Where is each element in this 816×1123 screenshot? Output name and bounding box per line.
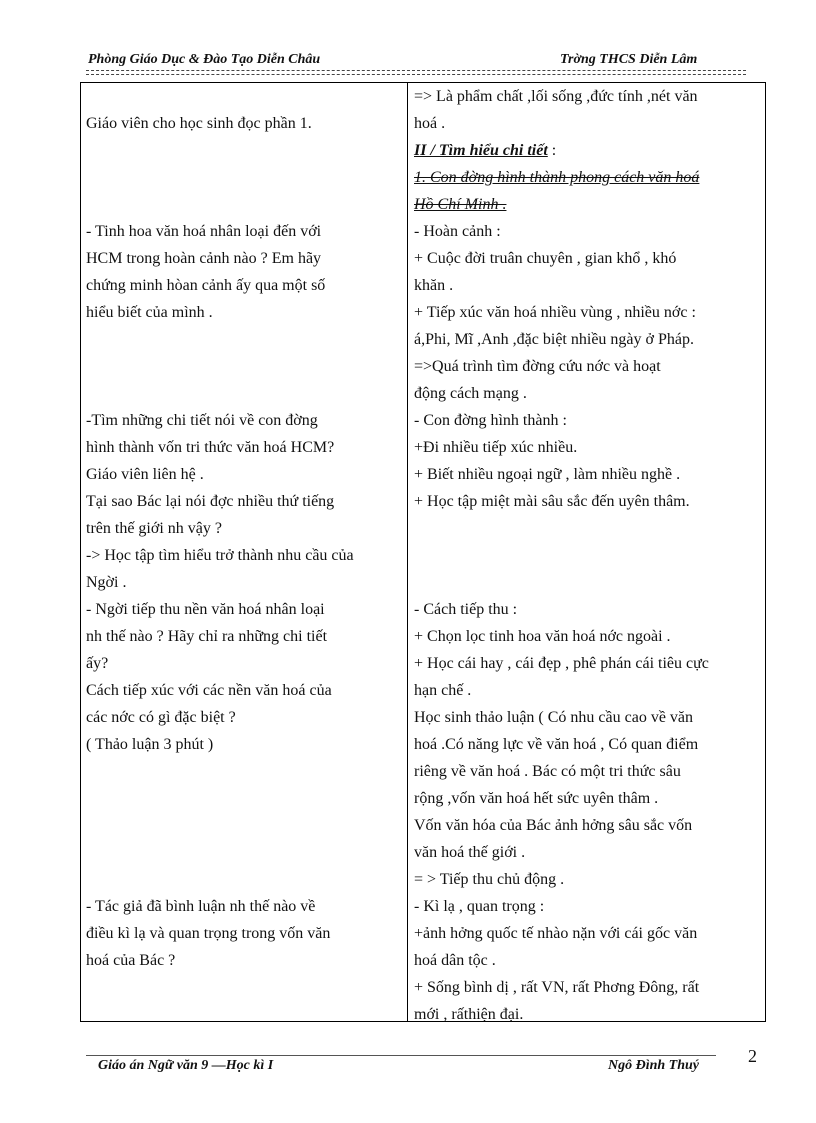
table-line: + Chọn lọc tinh hoa văn hoá nớc ngoài . xyxy=(414,628,671,645)
table-line: + Cuộc đời truân chuyên , gian khổ , khó xyxy=(414,250,677,267)
footer-divider xyxy=(86,1055,716,1056)
subheading-line: 1. Con đờng hình thành phong cách văn hoá xyxy=(414,169,700,186)
table-line: khăn . xyxy=(414,277,454,294)
header-school-name: Trờng THCS Diễn Lâm xyxy=(560,52,698,67)
header-school-office: Phòng Giáo Dục & Đào Tạo Diễn Châu xyxy=(88,52,321,67)
table-line: Tại sao Bác lại nói đợc nhiều thứ tiếng xyxy=(86,493,335,510)
table-line: hiểu biết của mình . xyxy=(86,304,213,321)
table-line: + Tiếp xúc văn hoá nhiều vùng , nhiều nớc : xyxy=(414,304,696,321)
table-line: +Đi nhiều tiếp xúc nhiều. xyxy=(414,439,578,456)
table-line: Giáo viên liên hệ . xyxy=(86,466,204,483)
table-line: ( Thảo luận 3 phút ) xyxy=(86,736,214,753)
table-line: hoá của Bác ? xyxy=(86,952,176,969)
table-line: các nớc có gì đặc biệt ? xyxy=(86,709,236,726)
table-line: + Biết nhiều ngoại ngữ , làm nhiều nghề . xyxy=(414,466,681,483)
table-line: -> Học tập tìm hiểu trở thành nhu cầu của xyxy=(86,547,354,564)
table-line: á,Phi, Mĩ ,Anh ,đặc biệt nhiều ngày ở Pháp. xyxy=(414,331,694,348)
table-line: Cách tiếp xúc với các nền văn hoá của xyxy=(86,682,332,699)
table-line: hoá . xyxy=(414,115,446,132)
table-line: + Học tập miệt mài sâu sắc đến uyên thâm. xyxy=(414,493,690,510)
table-line: mới , rấthiện đại. xyxy=(414,1006,524,1023)
table-line: - Con đờng hình thành : xyxy=(414,412,567,429)
table-line: điều kì lạ và quan trọng trong vốn văn xyxy=(86,925,331,942)
table-line: - Hoàn cảnh : xyxy=(414,223,501,240)
section-heading-line xyxy=(414,137,556,164)
table-line: hạn chế . xyxy=(414,682,472,699)
table-line: - Ngời tiếp thu nền văn hoá nhân loại xyxy=(86,601,325,618)
table-line: rộng ,vốn văn hoá hết sức uyên thâm . xyxy=(414,790,659,807)
table-line: =>Quá trình tìm đờng cứu nớc và hoạt xyxy=(414,358,661,375)
table-line: trên thế giới nh vậy ? xyxy=(86,520,222,537)
table-line: Giáo viên cho học sinh đọc phần 1. xyxy=(86,115,312,132)
table-line: động cách mạng . xyxy=(414,385,527,402)
table-line: ấy? xyxy=(86,655,109,672)
table-line: + Sống bình dị , rất VN, rất Phơng Đông, rất xyxy=(414,979,700,996)
table-line: văn hoá thế giới . xyxy=(414,844,526,861)
header-divider xyxy=(86,70,746,71)
table-line: - Tinh hoa văn hoá nhân loại đến với xyxy=(86,223,322,240)
table-line: hoá .Có năng lực về văn hoá , Có quan điểm xyxy=(414,736,699,753)
header-divider-2 xyxy=(86,74,746,75)
table-line: Vốn văn hóa của Bác ảnh hởng sâu sắc vốn xyxy=(414,817,693,834)
footer-author: Ngô Đình Thuý xyxy=(608,1058,700,1073)
column-divider xyxy=(407,83,408,1021)
table-line: - Kì lạ , quan trọng : xyxy=(414,898,545,915)
section-heading-colon: : xyxy=(547,142,557,159)
table-line: riêng về văn hoá . Bác có một tri thức sâu xyxy=(414,763,681,780)
table-line: hình thành vốn tri thức văn hoá HCM? xyxy=(86,439,335,456)
table-line: hoá dân tộc . xyxy=(414,952,496,969)
table-line: chứng minh hòan cảnh ấy qua một số xyxy=(86,277,326,294)
table-line: = > Tiếp thu chủ động . xyxy=(414,871,565,888)
table-line: +ảnh hởng quốc tế nhào nặn với cái gốc văn xyxy=(414,925,698,942)
table-line: + Học cái hay , cái đẹp , phê phán cái tiêu cực xyxy=(414,655,709,672)
page-number: 2 xyxy=(748,1046,757,1066)
table-line: nh thế nào ? Hãy chỉ ra những chi tiết xyxy=(86,628,328,645)
table-line: -Tìm những chi tiết nói về con đờng xyxy=(86,412,318,429)
table-line: Ngời . xyxy=(86,574,127,591)
table-line: HCM trong hoàn cảnh nào ? Em hãy xyxy=(86,250,322,267)
table-line: - Cách tiếp thu : xyxy=(414,601,518,618)
footer-course: Giáo án Ngữ văn 9 —Học kì I xyxy=(98,1058,274,1073)
lesson-table xyxy=(80,82,766,1022)
table-line: => Là phẩm chất ,lối sống ,đức tính ,nét văn xyxy=(414,88,698,105)
section-heading: II / Tìm hiểu chi tiết xyxy=(414,142,548,159)
table-line: - Tác giả đã bình luận nh thế nào về xyxy=(86,898,316,915)
subheading-line: Hồ Chí Minh . xyxy=(414,196,507,213)
table-line: Học sinh thảo luận ( Có nhu cầu cao về văn xyxy=(414,709,694,726)
